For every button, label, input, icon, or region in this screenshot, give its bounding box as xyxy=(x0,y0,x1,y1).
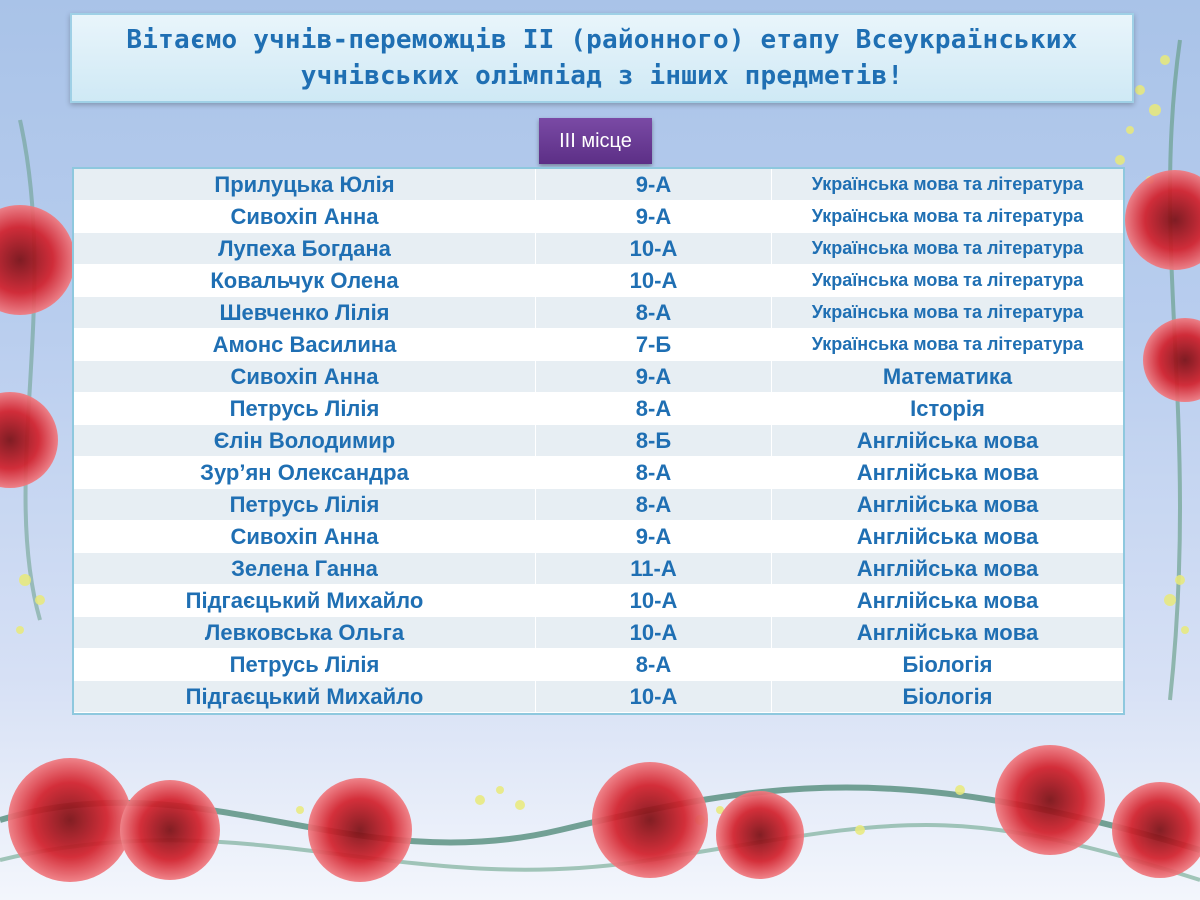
class-cell: 7-Б xyxy=(536,329,772,360)
subject-cell: Англійська мова xyxy=(856,491,1039,517)
student-name-cell: Зур’ян Олександра xyxy=(74,457,536,488)
table-row xyxy=(74,329,1123,361)
student-name-cell: Петрусь Лілія xyxy=(74,489,536,520)
subject-cell: Українська мова та література xyxy=(811,206,1084,226)
title-banner xyxy=(70,13,1134,103)
student-name-cell: Сивохіп Анна xyxy=(74,521,536,552)
table-row xyxy=(74,169,1123,201)
student-name-cell: Ковальчук Олена xyxy=(74,265,536,296)
student-name-cell: Підгаєцький Михайло xyxy=(74,585,536,616)
table-row xyxy=(74,489,1123,521)
page-title: Вітаємо учнів-переможців ІІ (районного) етапу Всеукраїнських учнівських олімпіад з інших предметів! xyxy=(126,25,1078,91)
subject-cell: Українська мова та література xyxy=(811,302,1084,322)
class-cell: 8-А xyxy=(536,489,772,520)
subject-cell: Українська мова та література xyxy=(811,238,1084,258)
class-cell: 9-А xyxy=(536,521,772,552)
class-cell: 8-А xyxy=(536,649,772,680)
table-row xyxy=(74,521,1123,553)
class-cell: 11-А xyxy=(536,553,772,584)
table-row xyxy=(74,617,1123,649)
subject-cell: Англійська мова xyxy=(856,555,1039,581)
class-cell: 8-А xyxy=(536,457,772,488)
student-name-cell: Петрусь Лілія xyxy=(74,649,536,680)
table-row xyxy=(74,265,1123,297)
class-cell: 9-А xyxy=(536,169,772,200)
table-row xyxy=(74,201,1123,233)
student-name-cell: Єлін Володимир xyxy=(74,425,536,456)
table-row xyxy=(74,553,1123,585)
table-row xyxy=(74,297,1123,329)
student-name-cell: Амонс Василина xyxy=(74,329,536,360)
class-cell: 10-А xyxy=(536,585,772,616)
class-cell: 10-А xyxy=(536,617,772,648)
student-name-cell: Підгаєцький Михайло xyxy=(74,681,536,712)
table-row xyxy=(74,649,1123,681)
class-cell: 10-А xyxy=(536,233,772,264)
subject-cell: Англійська мова xyxy=(856,619,1039,645)
subject-cell: Українська мова та література xyxy=(811,270,1084,290)
class-cell: 8-А xyxy=(536,393,772,424)
student-name-cell: Сивохіп Анна xyxy=(74,361,536,392)
place-badge: ІІІ місце xyxy=(539,118,652,164)
class-cell: 9-А xyxy=(536,201,772,232)
table-row xyxy=(74,457,1123,489)
subject-cell: Українська мова та література xyxy=(811,174,1084,194)
table-row xyxy=(74,233,1123,265)
student-name-cell: Петрусь Лілія xyxy=(74,393,536,424)
subject-cell: Математика xyxy=(882,363,1013,389)
table-row xyxy=(74,361,1123,393)
table-row xyxy=(74,681,1123,713)
table-row xyxy=(74,425,1123,457)
table-row xyxy=(74,393,1123,425)
class-cell: 10-А xyxy=(536,265,772,296)
subject-cell: Біологія xyxy=(902,683,993,709)
table-row xyxy=(74,585,1123,617)
subject-cell: Біологія xyxy=(902,651,993,677)
student-name-cell: Левковська Ольга xyxy=(74,617,536,648)
student-name-cell: Лупеха Богдана xyxy=(74,233,536,264)
class-cell: 8-Б xyxy=(536,425,772,456)
student-name-cell: Шевченко Лілія xyxy=(74,297,536,328)
winners-table xyxy=(72,167,1125,715)
student-name-cell: Зелена Ганна xyxy=(74,553,536,584)
class-cell: 10-А xyxy=(536,681,772,712)
class-cell: 9-А xyxy=(536,361,772,392)
subject-cell: Історія xyxy=(910,395,985,421)
subject-cell: Англійська мова xyxy=(856,523,1039,549)
subject-cell: Англійська мова xyxy=(856,459,1039,485)
subject-cell: Англійська мова xyxy=(856,587,1039,613)
student-name-cell: Сивохіп Анна xyxy=(74,201,536,232)
subject-cell: Українська мова та література xyxy=(811,334,1084,354)
student-name-cell: Прилуцька Юлія xyxy=(74,169,536,200)
subject-cell: Англійська мова xyxy=(856,427,1039,453)
class-cell: 8-А xyxy=(536,297,772,328)
